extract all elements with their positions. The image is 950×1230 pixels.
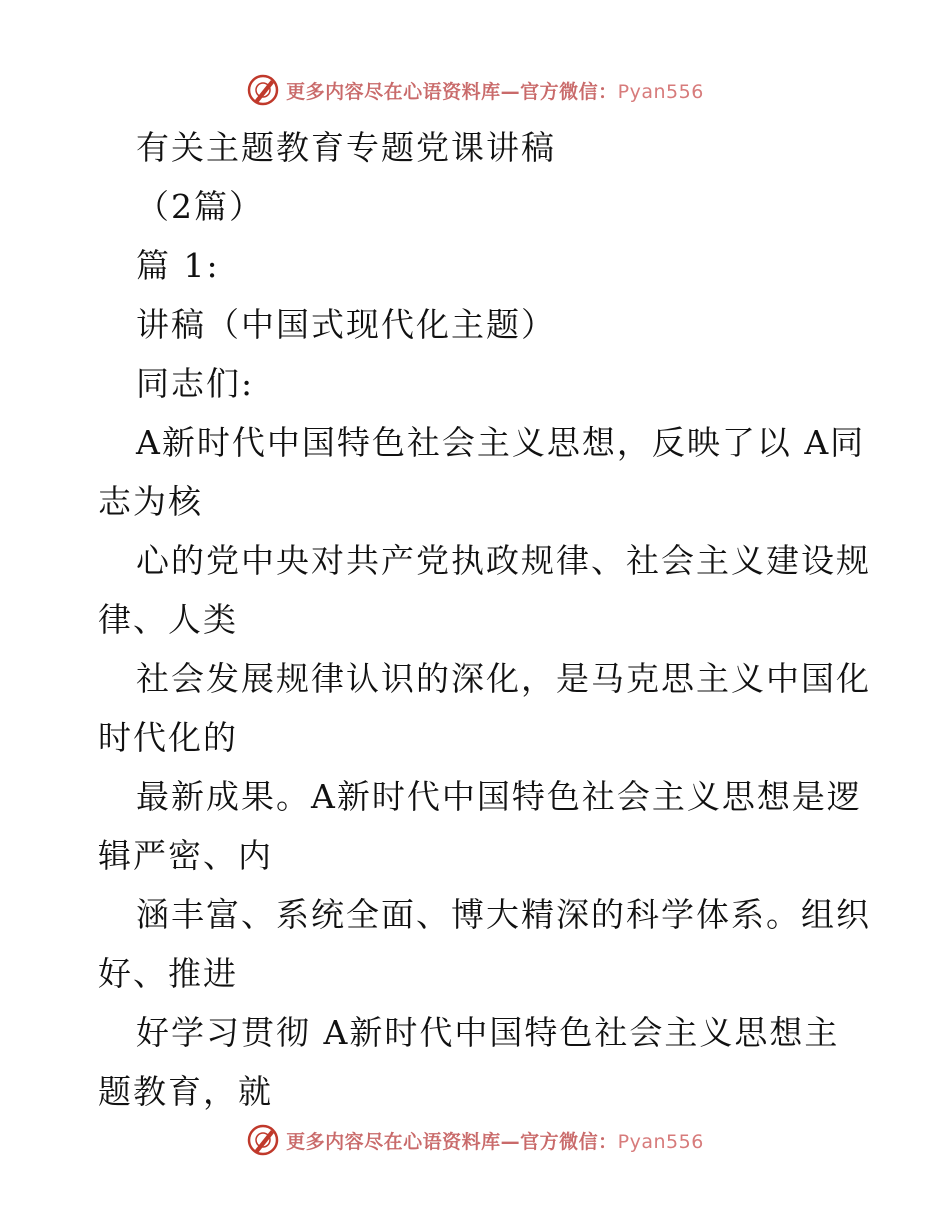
- banner-text: [286, 77, 704, 104]
- section-heading: 篇 1:: [136, 246, 220, 285]
- body-line: 涵丰富、系统全面、博大精深的科学体系。组织: [136, 895, 871, 934]
- body-line: 好学习贯彻 A新时代中国特色社会主义思想主: [136, 1013, 840, 1052]
- body-line: 时代化的: [98, 718, 238, 757]
- body-line: 志为核: [98, 482, 203, 521]
- doc-title: 有关主题教育专题党课讲稿: [136, 128, 556, 167]
- banner-text: [286, 1127, 704, 1154]
- body-line: 社会发展规律认识的深化，是马克思主义中国化: [136, 659, 871, 698]
- body-line: A新时代中国特色社会主义思想，反映了以 A同: [136, 423, 866, 462]
- body-line: 好、推进: [98, 954, 238, 993]
- body-line: 题教育，就: [98, 1072, 273, 1111]
- body-line: 律、人类: [98, 600, 238, 639]
- banner-account: Pyan556: [617, 1130, 704, 1153]
- body-line: 辑严密、内: [98, 836, 273, 875]
- pen-logo-icon: [246, 1123, 280, 1157]
- header-watermark-banner: [0, 70, 950, 110]
- speech-title: 讲稿（中国式现代化主题）: [136, 305, 556, 344]
- body-line: 心的党中央对共产党执政规律、社会主义建设规: [136, 541, 871, 580]
- salutation: 同志们:: [136, 364, 255, 403]
- footer-watermark-banner: [0, 1120, 950, 1160]
- banner-account: Pyan556: [617, 80, 704, 103]
- doc-subtitle: （2篇）: [136, 187, 264, 226]
- banner-promo-text: 更多内容尽在心语资料库—官方微信：: [286, 1130, 618, 1153]
- body-line: 最新成果。A新时代中国特色社会主义思想是逻: [136, 777, 862, 816]
- banner-promo-text: 更多内容尽在心语资料库—官方微信：: [286, 80, 618, 103]
- document-body: [98, 118, 871, 1121]
- pen-logo-icon: [246, 73, 280, 107]
